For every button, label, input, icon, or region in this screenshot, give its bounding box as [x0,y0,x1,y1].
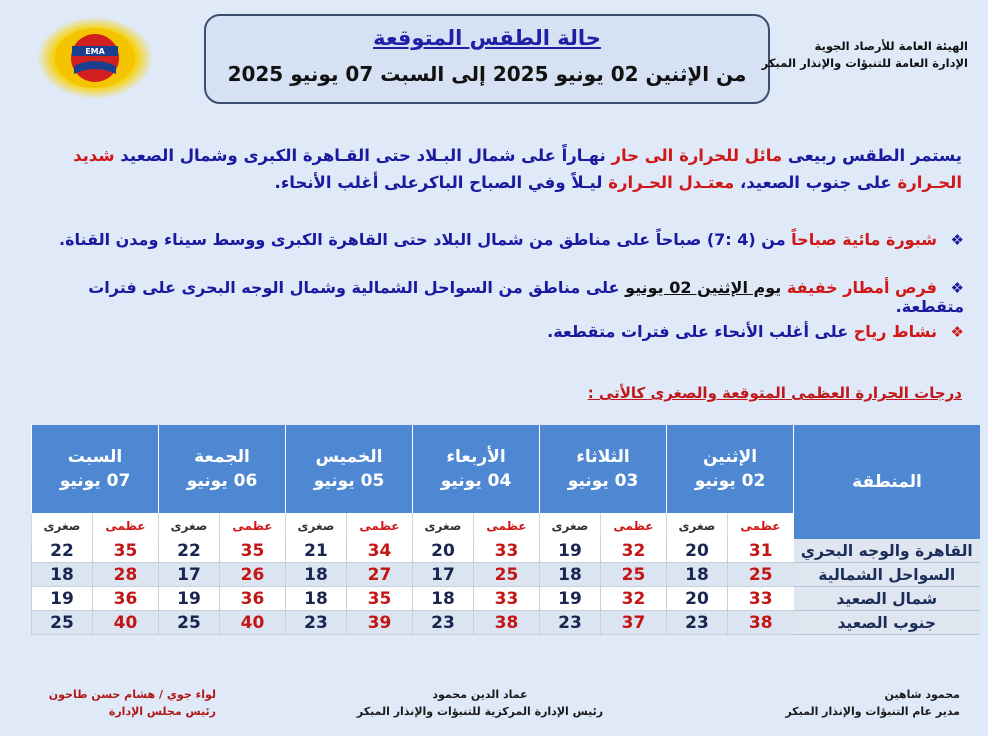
date-range [206,62,768,86]
day-header [286,425,413,513]
max-temp-cell: 33 [727,587,793,611]
max-temp-cell: 33 [473,539,539,563]
intro-text-3: على جنوب الصعيد، [740,173,892,192]
bullet-rain-date: يوم الإثنين 02 يونيو [625,278,782,297]
table-header-row [32,425,981,513]
logo-text: EMA [85,47,105,56]
min-temp-cell: 25 [32,611,93,635]
max-temp-cell: 32 [600,587,666,611]
max-temp-cell: 26 [219,563,285,587]
min-temp-cell: 18 [540,563,601,587]
day-header [159,425,286,513]
min-label: صغرى [667,513,728,539]
min-temp-cell: 20 [413,539,474,563]
organization-header [728,38,968,72]
min-temp-cell: 18 [413,587,474,611]
region-cell: السواحل الشمالية [794,563,981,587]
bullet-wind-text: على أغلب الأنحاء على فترات متقطعة. [547,322,849,341]
day-name: السبت [67,447,123,467]
day-date: 03 يونيو [567,471,639,491]
bullet-fog [28,230,964,249]
max-temp-cell: 37 [600,611,666,635]
intro-text-2: نهـاراً على شمال البـلاد حتى القـاهرة الكبرى وشمال الصعيد [120,146,606,165]
max-label: عظمى [727,513,793,539]
max-temp-cell: 25 [600,563,666,587]
day-header [667,425,794,513]
bullet-fog-title: شبورة مائية صباحاً [791,230,937,249]
max-label: عظمى [219,513,285,539]
max-temp-cell: 25 [727,563,793,587]
day-date: 06 يونيو [186,471,258,491]
signature-name: عماد الدين محمود [432,688,528,701]
day-name: الأربعاء [446,447,506,467]
table-row [32,611,981,635]
end-date: السبت 07 يونيو 2025 [227,62,445,86]
from-label: من [716,62,747,86]
max-temp-cell: 33 [473,587,539,611]
signature-name: لواء جوي / هشام حسن طاحون [48,688,216,701]
max-temp-cell: 40 [219,611,285,635]
max-temp-cell: 35 [219,539,285,563]
bullet-rain-text: على مناطق من السواحل الشمالية وشمال الوجه البحرى على فترات متقطعة. [88,278,964,316]
min-temp-cell: 19 [540,539,601,563]
bullet-wind-title: نشاط رياح [853,322,937,341]
diamond-bullet-icon: ❖ [950,279,964,297]
max-temp-cell: 31 [727,539,793,563]
day-header [32,425,159,513]
diamond-bullet-icon: ❖ [950,323,964,341]
min-temp-cell: 19 [32,587,93,611]
signature-position: رئيس مجلس الإدارة [108,705,216,718]
max-temp-cell: 32 [600,539,666,563]
min-temp-cell: 23 [286,611,347,635]
org-department: الإدارة العامة للتنبؤات والإنذار المبكر [761,56,968,70]
min-label: صغرى [286,513,347,539]
min-temp-cell: 22 [32,539,93,563]
intro-text-4: ليـلاً وفي الصباح الباكرعلى أغلب الأنحاء. [274,173,603,192]
table-row [32,539,981,563]
max-temp-cell: 27 [346,563,412,587]
signature-position: مدير عام التنبؤات والإنذار المبكر [785,705,960,718]
day-header [413,425,540,513]
min-temp-cell: 21 [286,539,347,563]
max-temp-cell: 35 [92,539,158,563]
region-header: المنطقة [794,425,981,539]
max-temp-cell: 38 [727,611,793,635]
min-temp-cell: 19 [159,587,220,611]
day-name: الإثنين [702,447,758,467]
table-heading: درجات الحرارة العظمى المتوقعة والصغرى كالأتى : [587,384,962,402]
min-temp-cell: 18 [32,563,93,587]
max-temp-cell: 36 [219,587,285,611]
day-name: الخميس [315,447,383,467]
signature-position: رئيس الإدارة المركزية للتنبؤات والإنذار المبكر [356,705,604,718]
min-temp-cell: 20 [667,539,728,563]
signature-central-head [345,686,615,720]
min-temp-cell: 23 [540,611,601,635]
min-temp-cell: 18 [286,587,347,611]
min-temp-cell: 23 [667,611,728,635]
table-row [32,587,981,611]
min-temp-cell: 18 [667,563,728,587]
min-temp-cell: 19 [540,587,601,611]
intro-text-1: يستمر الطقس ربيعى [787,146,962,165]
min-temp-cell: 22 [159,539,220,563]
min-temp-cell: 17 [413,563,474,587]
max-temp-cell: 28 [92,563,158,587]
day-header [540,425,667,513]
min-temp-cell: 23 [413,611,474,635]
day-date: 02 يونيو [694,471,766,491]
max-label: عظمى [473,513,539,539]
intro-highlight-2: شديد الحـرارة [73,146,962,192]
table-row [32,563,981,587]
day-date: 05 يونيو [313,471,385,491]
signature-name: محمود شاهين [884,688,960,701]
day-date: 04 يونيو [440,471,512,491]
bullet-rain [28,278,964,316]
region-cell: شمال الصعيد [794,587,981,611]
min-label: صغرى [540,513,601,539]
ema-logo [36,16,154,100]
signature-chairman [36,686,216,720]
max-temp-cell: 34 [346,539,412,563]
day-name: الجمعة [194,447,250,467]
max-temp-cell: 25 [473,563,539,587]
max-temp-cell: 35 [346,587,412,611]
diamond-bullet-icon: ❖ [950,231,964,249]
org-name: الهيئة العامة للأرصاد الجوية [814,39,968,53]
max-temp-cell: 36 [92,587,158,611]
forecast-intro [28,142,962,196]
day-date: 07 يونيو [59,471,131,491]
bullet-rain-title: فرص أمطار خفيفة [786,278,937,297]
title-box [204,14,770,104]
to-label: إلى [451,62,486,86]
min-label: صغرى [32,513,93,539]
min-temp-cell: 25 [159,611,220,635]
min-label: صغرى [159,513,220,539]
min-temp-cell: 18 [286,563,347,587]
max-label: عظمى [600,513,666,539]
max-temp-cell: 38 [473,611,539,635]
day-name: الثلاثاء [576,447,630,467]
intro-highlight-3: معتـدل الحـرارة [608,173,735,192]
start-date: الإثنين 02 يونيو 2025 [492,62,710,86]
max-temp-cell: 39 [346,611,412,635]
min-temp-cell: 20 [667,587,728,611]
page-title: حالة الطقس المتوقعة [373,26,601,50]
min-label: صغرى [413,513,474,539]
bullet-fog-text: من (4 :7) صباحاً على مناطق من شمال البلاد حتى القاهرة الكبرى ووسط سيناء ومدن القناة. [59,230,786,249]
signature-director [785,686,960,720]
bullet-wind [28,322,964,341]
intro-highlight-1: مائل للحرارة الى حار [611,146,783,165]
max-temp-cell: 40 [92,611,158,635]
max-label: عظمى [92,513,158,539]
max-label: عظمى [346,513,412,539]
min-temp-cell: 17 [159,563,220,587]
temperature-table [31,425,980,635]
region-cell: القاهرة والوجه البحري [794,539,981,563]
region-cell: جنوب الصعيد [794,611,981,635]
